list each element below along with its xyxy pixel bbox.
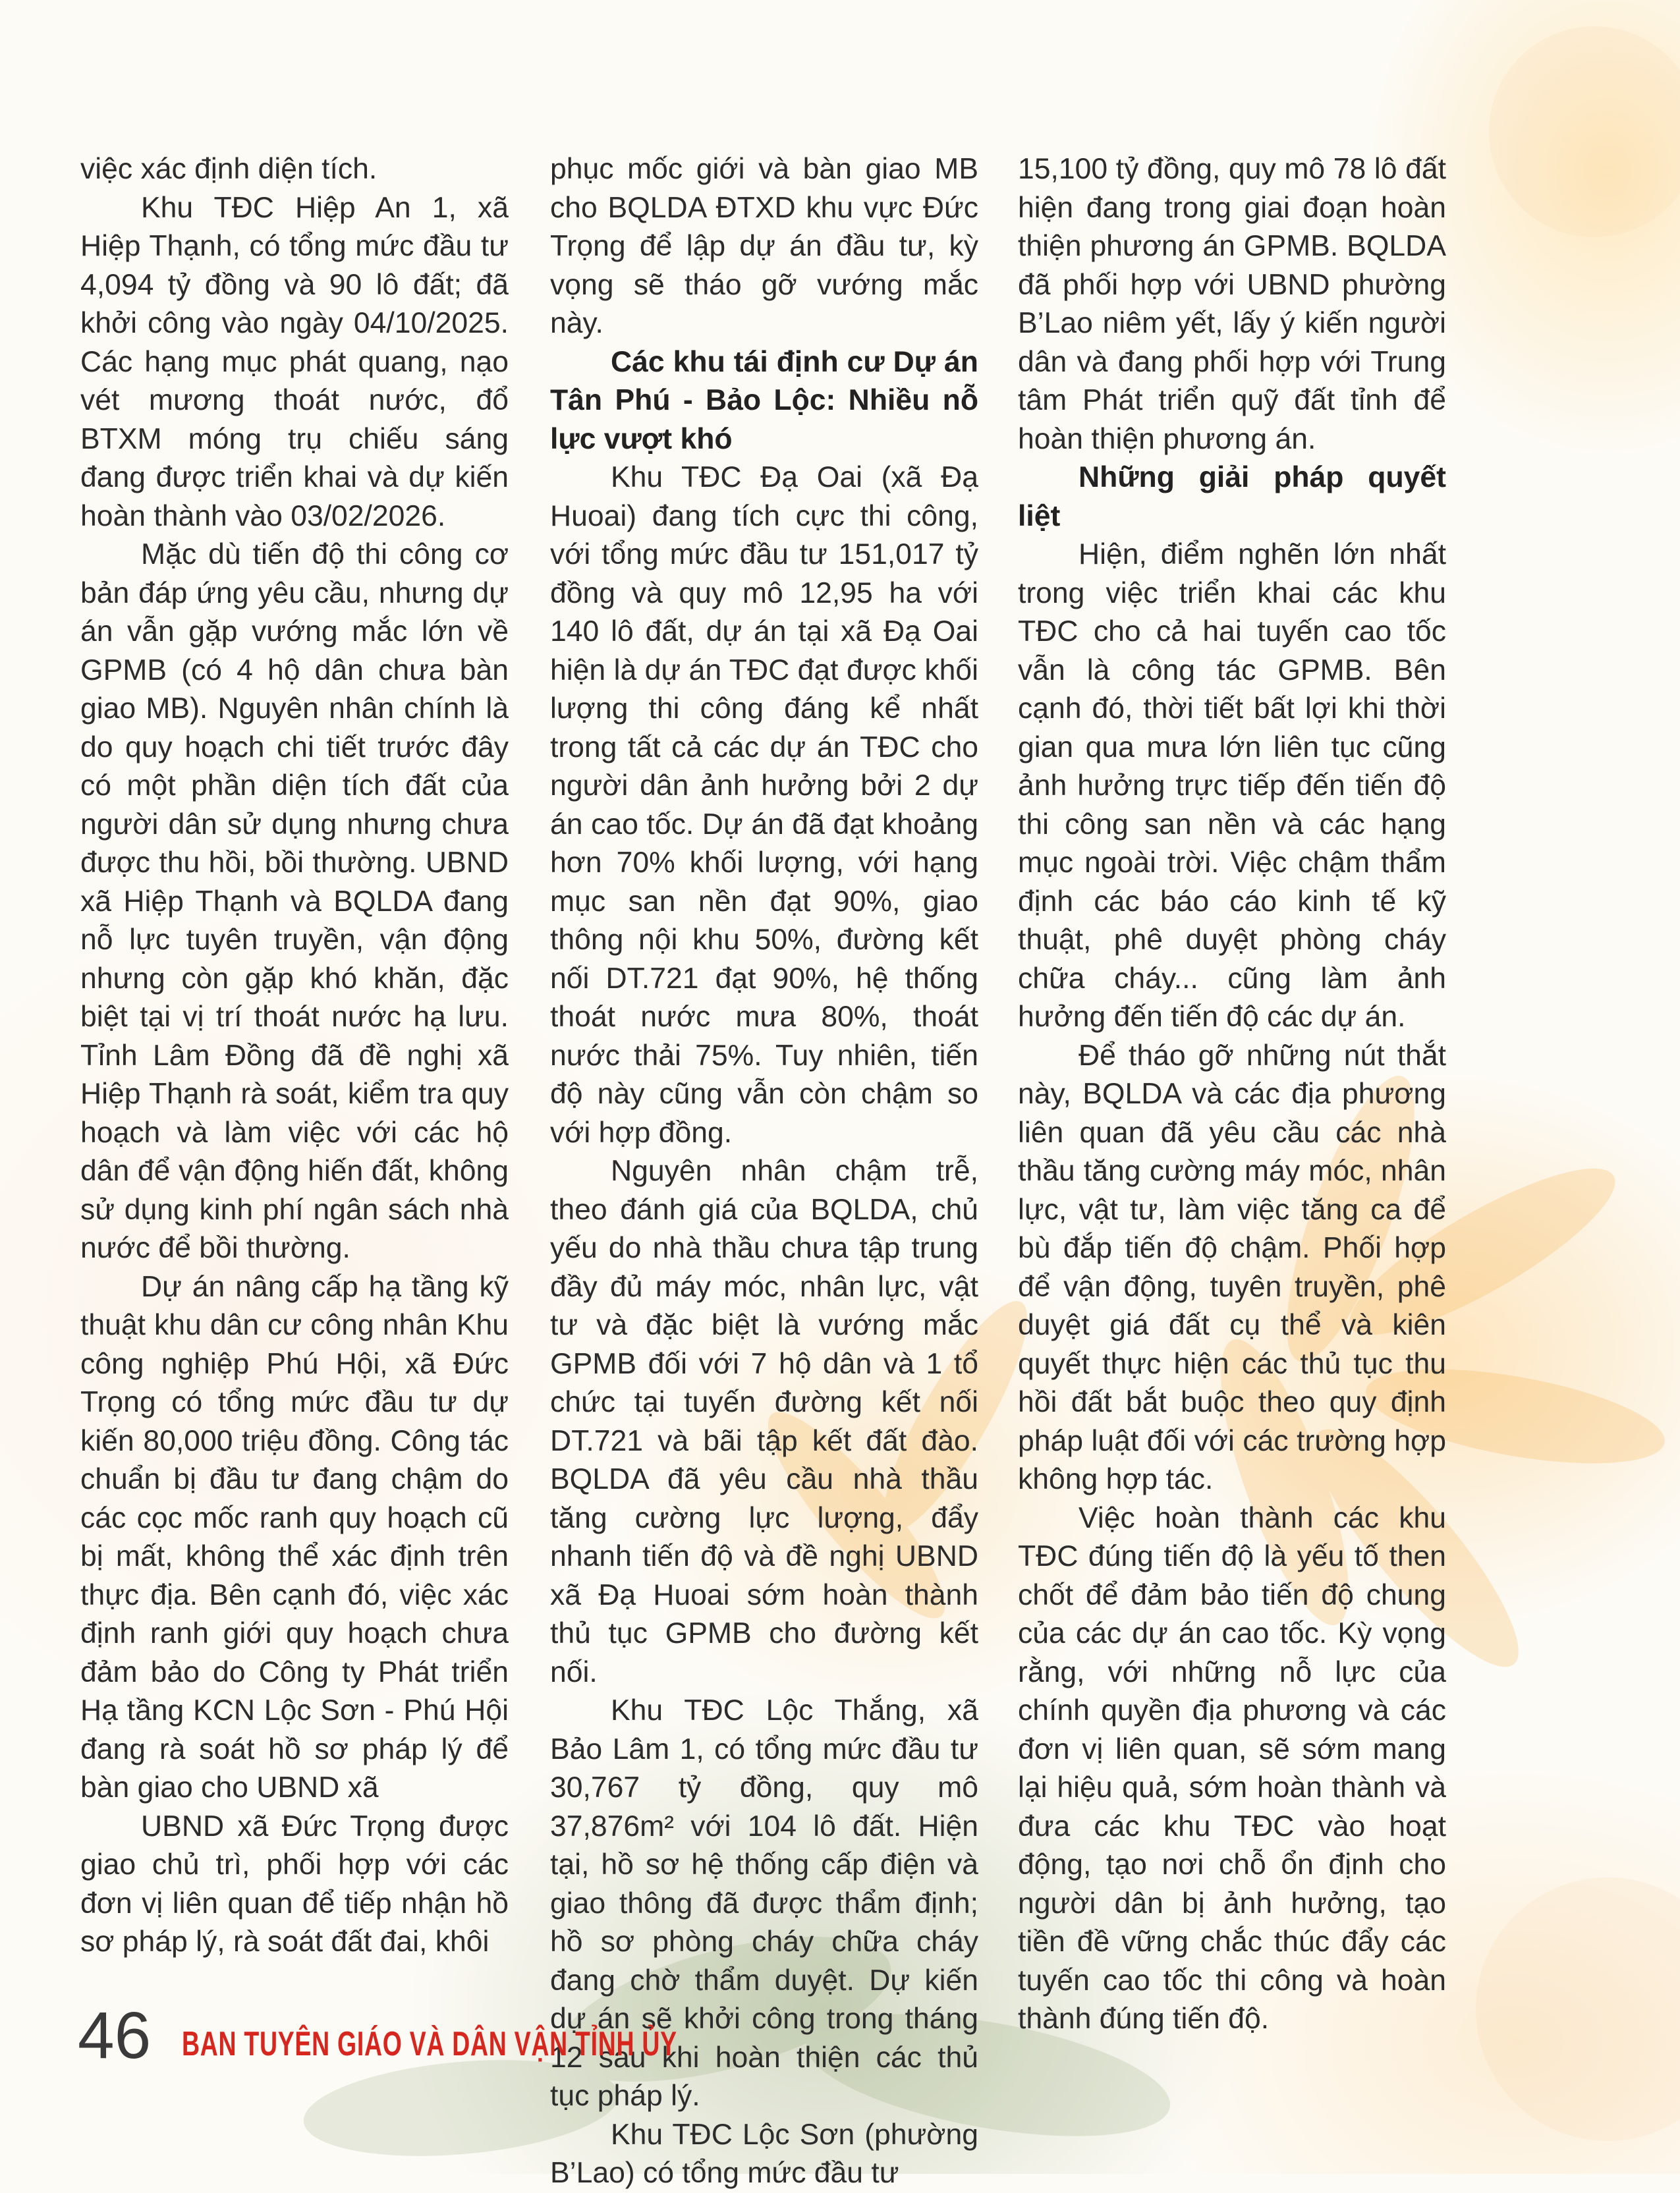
paragraph: phục mốc giới và bàn giao MB cho BQLDA ĐTXD khu vực Đức Trọng để lập dự án đầu tư, kỳ vọng sẽ tháo gỡ vướng mắc này. bbox=[550, 153, 978, 339]
paragraph: Nguyên nhân chậm trễ, theo đánh giá của BQLDA, chủ yếu do nhà thầu chưa tập trung đầy đủ máy móc, nhân lực, vật tư và đặc biệt là vướng mắc GPMB đối với 7 hộ dân và 1 tổ chức tại tuyến đường kết nối DT.721 và bãi tập kết đất đào. BQLDA đã yêu cầu nhà thầu tăng cường lực lượng, đẩy nhanh tiến độ và đề nghị UBND xã Đạ Huoai sớm hoàn thành thủ tục GPMB cho đường kết nối. bbox=[550, 1155, 978, 1688]
paragraph: 15,100 tỷ đồng, quy mô 78 lô đất hiện đang trong giai đoạn hoàn thiện phương án GPMB. BQLDA đã phối hợp với UBND phường B’Lao niêm yết, lấy ý kiến người dân và đang phối hợp với Trung tâm Phát triển quỹ đất tỉnh để hoàn thiện phương án. bbox=[1018, 153, 1446, 455]
publication-title: BAN TUYÊN GIÁO VÀ DÂN VẬN TỈNH ỦY bbox=[182, 2025, 677, 2063]
page-number: 46 bbox=[78, 1999, 152, 2072]
paragraph: Việc hoàn thành các khu TĐC đúng tiến độ là yếu tố then chốt để đảm bảo tiến độ chung của các dự án cao tốc. Kỳ vọng rằng, với những nỗ lực của chính quyền địa phương và các đơn vị liên quan, sẽ sớm mang lại hiệu quả, sớm hoàn thành và đưa các khu TĐC vào hoạt động, tạo nơi chỗ ổn định cho người dân bị ảnh hưởng, tạo tiền đề vững chắc thúc đẩy các tuyến cao tốc thi công và hoàn thành đúng tiến độ. bbox=[1018, 1501, 1446, 2035]
paragraph: Khu TĐC Đạ Oai (xã Đạ Huoai) đang tích cực thi công, với tổng mức đầu tư 151,017 tỷ đồng và quy mô 12,95 ha với 140 lô đất, dự án tại xã Đạ Oai hiện là dự án TĐC đạt được khối lượng thi công đáng kể nhất trong tất cả các dự án TĐC cho người dân ảnh hưởng bởi 2 dự án cao tốc. Dự án đã đạt khoảng hơn 70% khối lượng, với hạng mục san nền đạt 90%, giao thông nội khu 50%, đường kết nối DT.721 đạt 90%, hệ thống thoát nước mưa 80%, thoát nước thải 75%. Tuy nhiên, tiến độ này cũng vẫn còn chậm so với hợp đồng. bbox=[550, 461, 978, 1149]
paragraph: UBND xã Đức Trọng được giao chủ trì, phối hợp với các đơn vị liên quan để tiếp nhận hồ sơ pháp lý, rà soát đất đai, khôi bbox=[80, 1810, 509, 1958]
paragraph: Khu TĐC Hiệp An 1, xã Hiệp Thạnh, có tổng mức đầu tư 4,094 tỷ đồng và 90 lô đất; đã khởi công vào ngày 04/10/2025. Các hạng mục phát quang, nạo vét mương thoát nước, đổ BTXM móng trụ chiếu sáng đang được triển khai và dự kiến hoàn thành vào 03/02/2026. bbox=[80, 191, 509, 532]
paragraph: Khu TĐC Lộc Thắng, xã Bảo Lâm 1, có tổng mức đầu tư 30,767 tỷ đồng, quy mô 37,876m² với 104 lô đất. Hiện tại, hồ sơ hệ thống cấp điện và giao thông đã được thẩm định; hồ sơ phòng cháy chữa cháy đang chờ thẩm duyệt. Dự kiến dự án sẽ khởi công trong tháng 12 sau khi hoàn thiện các thủ tục pháp lý. bbox=[550, 1694, 978, 2112]
paragraph: Khu TĐC Lộc Sơn (phường B’Lao) có tổng mức đầu tư bbox=[550, 2118, 978, 2189]
paragraph: Mặc dù tiến độ thi công cơ bản đáp ứng yêu cầu, nhưng dự án vẫn gặp vướng mắc lớn về GPMB (có 4 hộ dân chưa bàn giao MB). Nguyên nhân chính là do quy hoạch chi tiết trước đây có một phần diện tích đất của người dân sử dụng nhưng chưa được thu hồi, bồi thường. UBND xã Hiệp Thạnh và BQLDA đang nỗ lực tuyên truyền, vận động nhưng còn gặp khó khăn, đặc biệt tại vị trí thoát nước hạ lưu. Tỉnh Lâm Đồng đã đề nghị xã Hiệp Thạnh rà soát, kiểm tra quy hoạch và làm việc với các hộ dân để vận động hiến đất, không sử dụng kinh phí ngân sách nhà nước để bồi thường. bbox=[80, 538, 509, 1264]
section-heading: Các khu tái định cư Dự án Tân Phú - Bảo Lộc: Nhiều nỗ lực vượt khó bbox=[550, 345, 978, 455]
paragraph: Để tháo gỡ những nút thắt này, BQLDA và các địa phương liên quan đã yêu cầu các nhà thầu tăng cường máy móc, nhân lực, vật tư, làm việc tăng ca để bù đắp tiến độ chậm. Phối hợp để vận động, tuyên truyền, phê duyệt giá đất cụ thể và kiên quyết thực hiện các thủ tục thu hồi đất bắt buộc theo quy định pháp luật đối với các trường hợp không hợp tác. bbox=[1018, 1039, 1446, 1495]
text-column-1 bbox=[80, 150, 509, 1962]
paragraph: Hiện, điểm nghẽn lớn nhất trong việc triển khai các khu TĐC cho cả hai tuyến cao tốc vẫn là công tác GPMB. Bên cạnh đó, thời tiết bất lợi khi thời gian qua mưa lớn liên tục cũng ảnh hưởng trực tiếp đến tiến độ thi công san nền và các hạng mục ngoài trời. Việc chậm thẩm định các báo cáo kinh tế kỹ thuật, phê duyệt phòng cháy chữa cháy... cũng làm ảnh hưởng đến tiến độ các dự án. bbox=[1018, 538, 1446, 1033]
text-column-3 bbox=[1018, 150, 1446, 2039]
section-heading: Những giải pháp quyết liệt bbox=[1018, 461, 1446, 532]
paragraph: Dự án nâng cấp hạ tầng kỹ thuật khu dân cư công nhân Khu công nghiệp Phú Hội, xã Đức Trọng có tổng mức đầu tư dự kiến 80,000 triệu đồng. Công tác chuẩn bị đầu tư đang chậm do các cọc mốc ranh quy hoạch cũ bị mất, không thể xác định trên thực địa. Bên cạnh đó, việc xác định ranh giới quy hoạch chưa đảm bảo do Công ty Phát triển Hạ tầng KCN Lộc Sơn - Phú Hội đang rà soát hồ sơ pháp lý để bàn giao cho UBND xã bbox=[80, 1270, 509, 1804]
paragraph: việc xác định diện tích. bbox=[80, 153, 378, 185]
text-column-2 bbox=[550, 150, 978, 2193]
